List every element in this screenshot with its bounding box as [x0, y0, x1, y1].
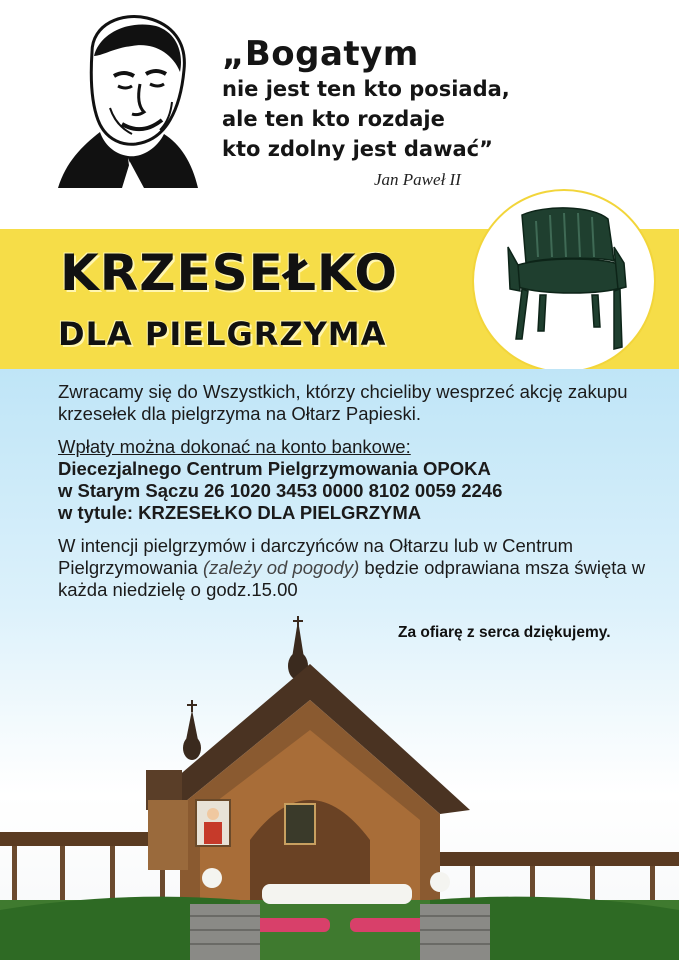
- intro-paragraph: Zwracamy się do Wszystkich, którzy chcieliby wesprzeć akcję zakupu krzesełek dla pielgrzyma na Ołtarz Papieski.: [58, 381, 628, 424]
- mass-paragraph: [58, 535, 668, 601]
- pope-portrait-icon: [52, 12, 202, 190]
- account-name: Diecezjalnego Centrum Pielgrzymowania OPOKA: [58, 458, 491, 479]
- quote-block: [222, 34, 510, 164]
- payment-lead: Wpłaty można dokonać na konto bankowe:: [58, 436, 411, 457]
- quote-line-3: ale ten kto rozdaje: [222, 107, 445, 131]
- account-number: w Starym Sączu 26 1020 3453 0000 8102 0059 2246: [58, 480, 503, 501]
- chair-badge: [474, 191, 654, 371]
- plastic-chair-icon: [474, 191, 654, 371]
- mass-text-1: W intencji pielgrzymów i darczyńców na Ołtarzu lub w Centrum Pielgrzymowania: [58, 535, 574, 578]
- quote-author: Jan Paweł II: [374, 170, 461, 189]
- quote-line-2: nie jest ten kto posiada,: [222, 77, 510, 101]
- page-title: KRZESEŁKO: [60, 244, 398, 302]
- quote-line-1: „Bogatym: [222, 34, 419, 74]
- thanks-text: Za ofiarę z serca dziękujemy.: [398, 624, 611, 641]
- mass-text-2: będzie odprawiana msza święta w każda niedzielę o godz.15.00: [58, 557, 646, 600]
- transfer-title: w tytule: KRZESEŁKO DLA PIELGRZYMA: [58, 502, 422, 523]
- quote-line-4: kto zdolny jest dawać”: [222, 137, 493, 161]
- wooden-chapel-photo: [0, 600, 679, 960]
- weather-note: (zależy od pogody): [202, 557, 360, 578]
- payment-info: [58, 436, 668, 524]
- page-subtitle: DLA PIELGRZYMA: [58, 315, 387, 353]
